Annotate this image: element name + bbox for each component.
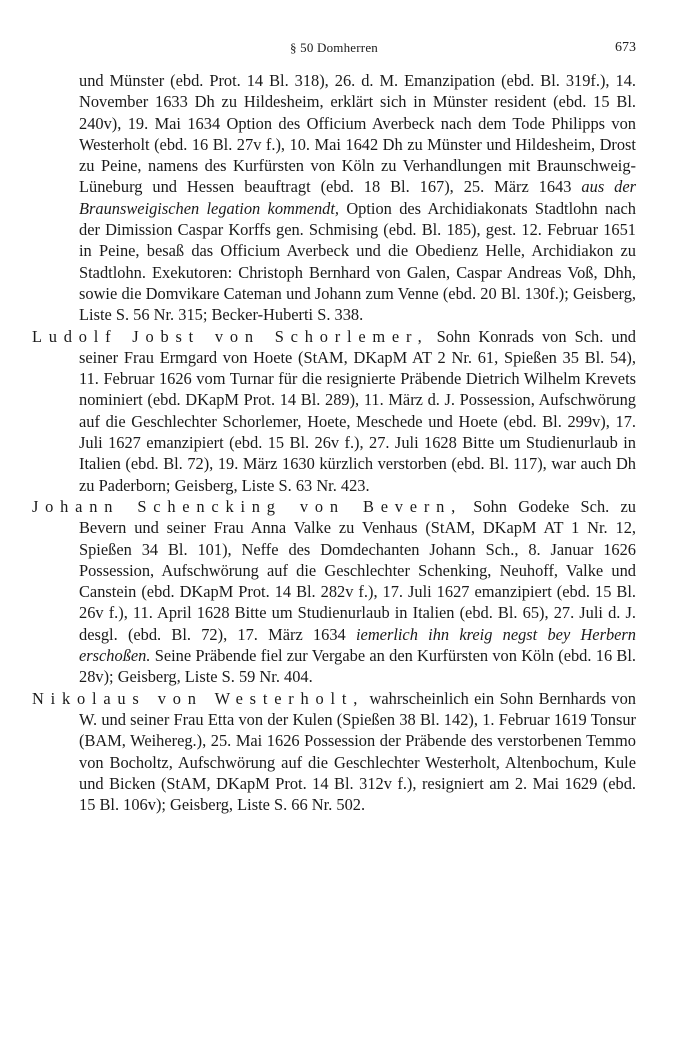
- running-head: [32, 40, 636, 60]
- text-run: und Münster (ebd. Prot. 14 Bl. 318), 26. d. M. Emanzipation (ebd. Bl. 319f.), 14. November 1633 Dh zu Hildesheim, erklärt sich in Münster resident (ebd. 15 Bl. 240v), 19. Mai 1634 Option des Officium Averbeck nach dem Tode Philipps von Westerholt (ebd. 16 Bl. 27v f.), 10. Mai 1642 Dh zu Münster und Hildesheim, Drost zu Peine, namens des Kurfürsten von Köln zu Verhandlungen mit Braunschweig-Lüneburg und Hessen beauftragt (ebd. 18 Bl. 167), 25. März 1643: [79, 71, 636, 197]
- text-run: Option des Archidiakonats Stadtlohn nach der Dimission Caspar Korffs gen. Schmising (ebd. Bl. 185), gest. 12. Februar 1651 in Peine, besaß das Officium Averbeck und die Obedienz Helle, Archidiakon zu Stadtlohn. Exekutoren: Christoph Bernhard von Galen, Caspar Andreas Voß, Dhh, sowie die Domvikare Cateman und Johann zum Venne (ebd. 20 Bl. 130f.); Geisberg, Liste S. 56 Nr. 315; Becker-Huberti S. 338.: [79, 198, 637, 325]
- main-text: [32, 70, 636, 815]
- page-number: 673: [615, 40, 636, 55]
- entry-name: Nikolaus von Westerholt,: [32, 688, 365, 708]
- entry-name: Ludolf Jobst von Schorlemer,: [32, 326, 429, 346]
- section-title: § 50 Domherren: [290, 40, 378, 55]
- quoted-source-text: aus der Braunsweigischen legation kommendt,: [79, 177, 636, 218]
- text-run: Seine Präbende fiel zur Vergabe an den Kurfürsten von Köln (ebd. 16 Bl. 28v); Geisberg, Liste S. 59 Nr. 404.: [79, 646, 636, 687]
- entry-name: Johann Schencking von Bevern,: [32, 496, 462, 516]
- quoted-source-text: iemerlich ihn kreig negst bey Herbern erschoßen.: [79, 624, 636, 666]
- entry-schencking: [32, 496, 636, 688]
- text-run: wahrscheinlich ein Sohn Bernhards von W. und seiner Frau Etta von der Kulen (Spießen 38 Bl. 142), 1. Februar 1619 Tonsur (BAM, Weihereg.), 25. Mai 1626 Possession der Präbende des verstorbenen Temmo von Bocholtz, Aufschwörung auf die Geschlechter Westerholt, Altenbochum, Kule und Bicken (StAM, DKapM Prot. 14 Bl. 312v f.), resigniert am 2. Mai 1629 (ebd. 15 Bl. 106v); Geisberg, Liste S. 66 Nr. 502.: [79, 688, 636, 815]
- entry-westerholt: [32, 688, 636, 816]
- entry-schorlemer: [32, 326, 636, 496]
- paragraph-continued: [32, 70, 636, 326]
- text-run: Sohn Konrads von Sch. und seiner Frau Ermgard von Hoete (StAM, DKapM AT 2 Nr. 61, Spießen 35 Bl. 54), 11. Februar 1626 vom Turnar für die resignierte Präbende Dietrich Wilhelm Krevets nominiert (ebd. DKapM Prot. 14 Bl. 289), 11. März d. J. Possession, Aufschwörung auf die Geschlechter Schorlemer, Hoete, Meschede und Hoete (ebd. Bl. 299v), 17. Juli 1627 emanzipiert (ebd. 15 Bl. 26v f.), 27. Juli 1628 Bitte um Studienurlaub in Italien (ebd. Bl. 72), 19. März 1630 kürzlich verstorben (ebd. Bl. 117), war auch Dh zu Paderborn; Geisberg, Liste S. 63 Nr. 423.: [79, 326, 636, 495]
- text-run: Sohn Godeke Sch. zu Bevern und seiner Frau Anna Valke zu Venhaus (StAM, DKapM AT 1 Nr. 12, Spießen 34 Bl. 101), Neffe des Domdechanten Johann Sch., 8. Januar 1626 Possession, Aufschwörung auf die Geschlechter Schenking, Neuhoff, Valke und Canstein (ebd. DKapM Prot. 14 Bl. 282v f.), 17. Juli 1627 emanzipiert (ebd. 15 Bl. 26v f.), 11. April 1628 Bitte um Studienurlaub in Italien (ebd. Bl. 65), 27. Juli d. J. desgl. (ebd. Bl. 72), 17. März 1634: [79, 496, 636, 644]
